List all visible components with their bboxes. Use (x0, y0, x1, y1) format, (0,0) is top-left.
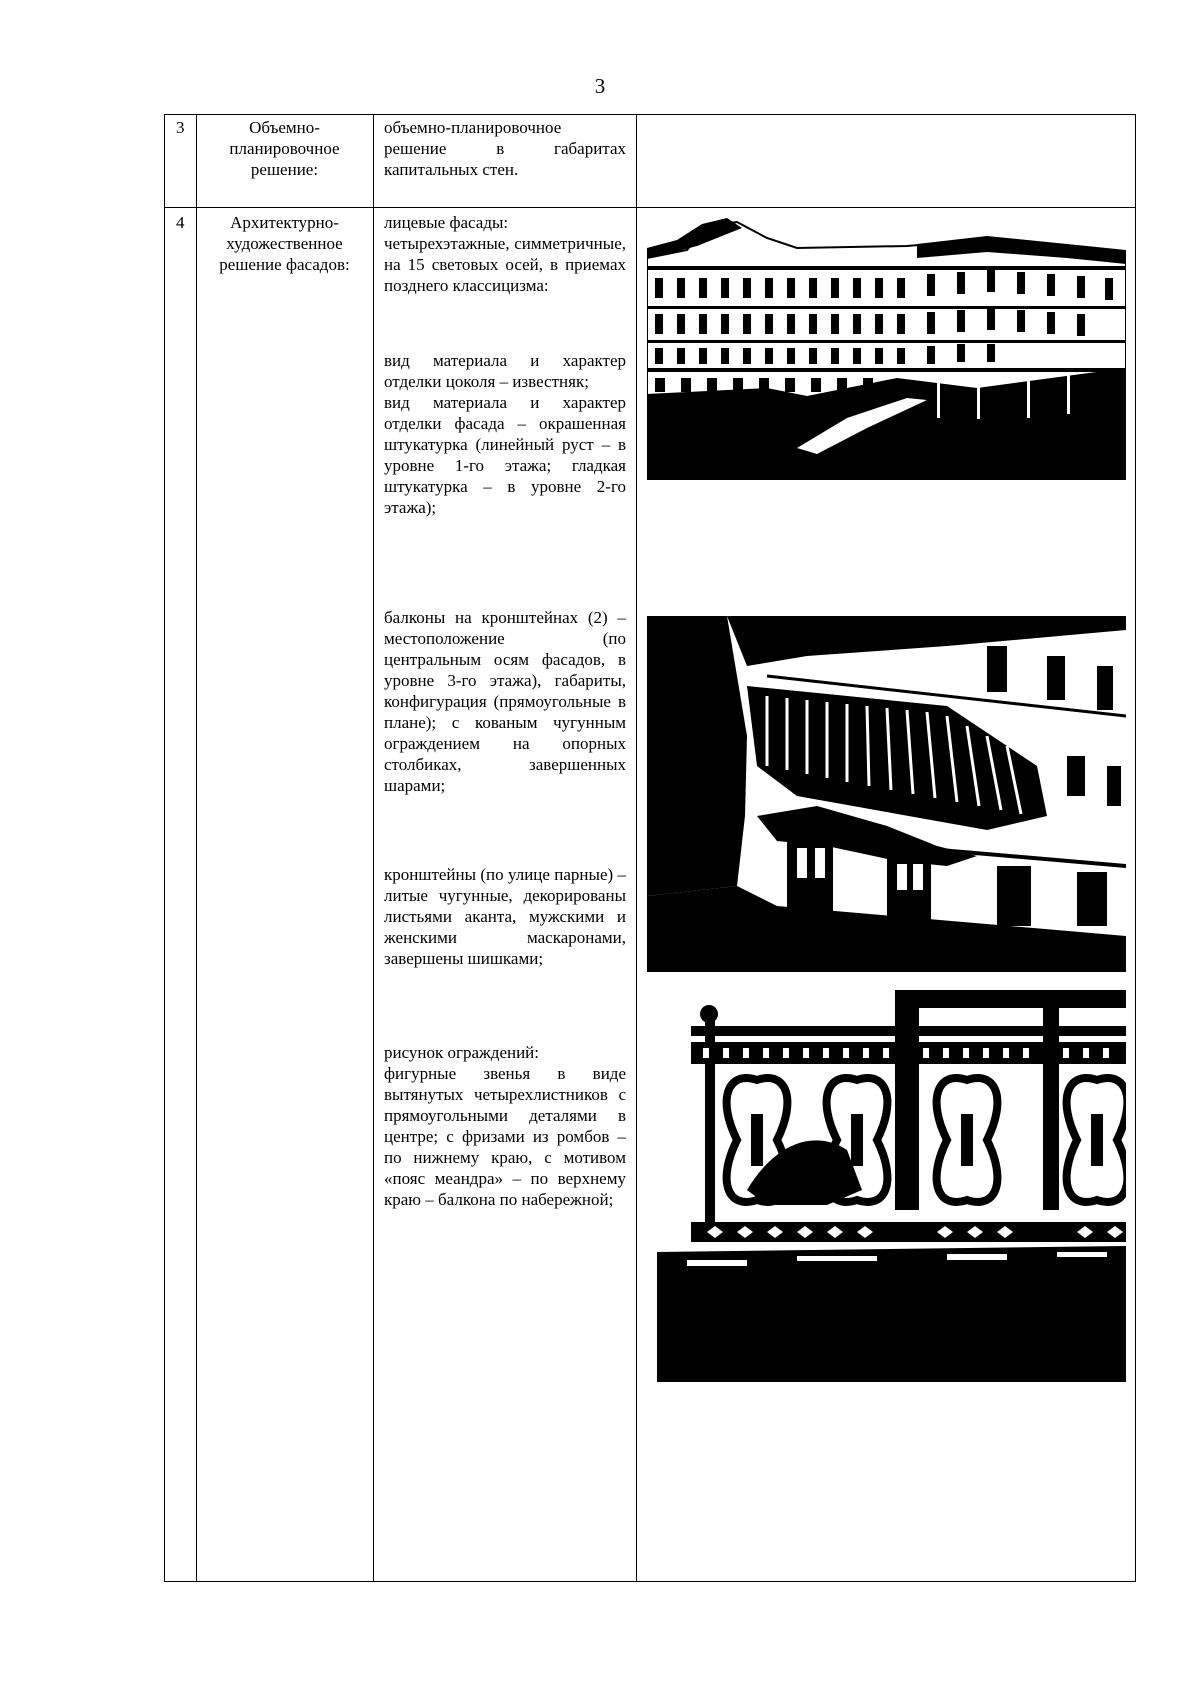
row-description (384, 117, 626, 180)
table-col-divider-1 (196, 114, 197, 1582)
row-number: 3 (176, 118, 185, 137)
description-paragraph: рисунок ограждений: фигурные звенья в виде вытянутых четырехлистников с прямоугольными деталями в центре; с фризами из ромбов – по нижнему краю, с мотивом «пояс меандра» – по верхнему краю – балкона по набережной; (384, 1043, 626, 1209)
description-block-brackets (384, 864, 626, 969)
table-col-divider-2 (373, 114, 374, 1582)
description-block-materials (384, 350, 626, 518)
row-name: Архитектурно- художественное решение фасадов: (219, 213, 350, 274)
description-paragraph: объемно-планировочное решение в габаритах капитальных стен. (384, 118, 626, 179)
row-name: Объемно- планировочное решение: (229, 118, 340, 179)
building-facade-photo (647, 218, 1126, 480)
table-border-left (164, 114, 165, 1582)
balcony-railing-photo (647, 990, 1126, 1382)
description-block-facades (384, 212, 626, 296)
description-paragraph: лицевые фасады: четырехэтажные, симметричные, на 15 световых осей, в приемах позднего классицизма: (384, 213, 626, 295)
description-paragraph: кронштейны (по улице парные) – литые чугунные, декорированы листьями аканта, мужскими и женскими маскаронами, завершены шишками; (384, 865, 626, 968)
page-number: 3 (594, 74, 606, 98)
table-border-right (1135, 114, 1136, 1582)
table-row-divider (164, 207, 1136, 208)
table-col-divider-3 (636, 114, 637, 1582)
row-number: 4 (176, 213, 185, 232)
description-paragraph: балконы на кронштейнах (2) – местоположение (по центральным осям фасадов, в уровне 3-го этажа), габариты, конфигурация (прямоугольные в плане); с кованым чугунным ограждением на опорных столбиках, завершенных шарами; (384, 608, 626, 795)
table-border-top (164, 114, 1136, 115)
description-paragraph: вид материала и характер отделки цоколя – известняк; вид материала и характер отделки фасада – окрашенная штукатурка (линейный руст – в уровне 1-го этажа; гладкая штукатурка – в уровне 2-го этажа); (384, 351, 626, 517)
table-border-bottom (164, 1581, 1136, 1582)
balcony-on-brackets-photo (647, 616, 1126, 972)
description-block-railings (384, 1042, 626, 1210)
description-block-balconies (384, 607, 626, 796)
